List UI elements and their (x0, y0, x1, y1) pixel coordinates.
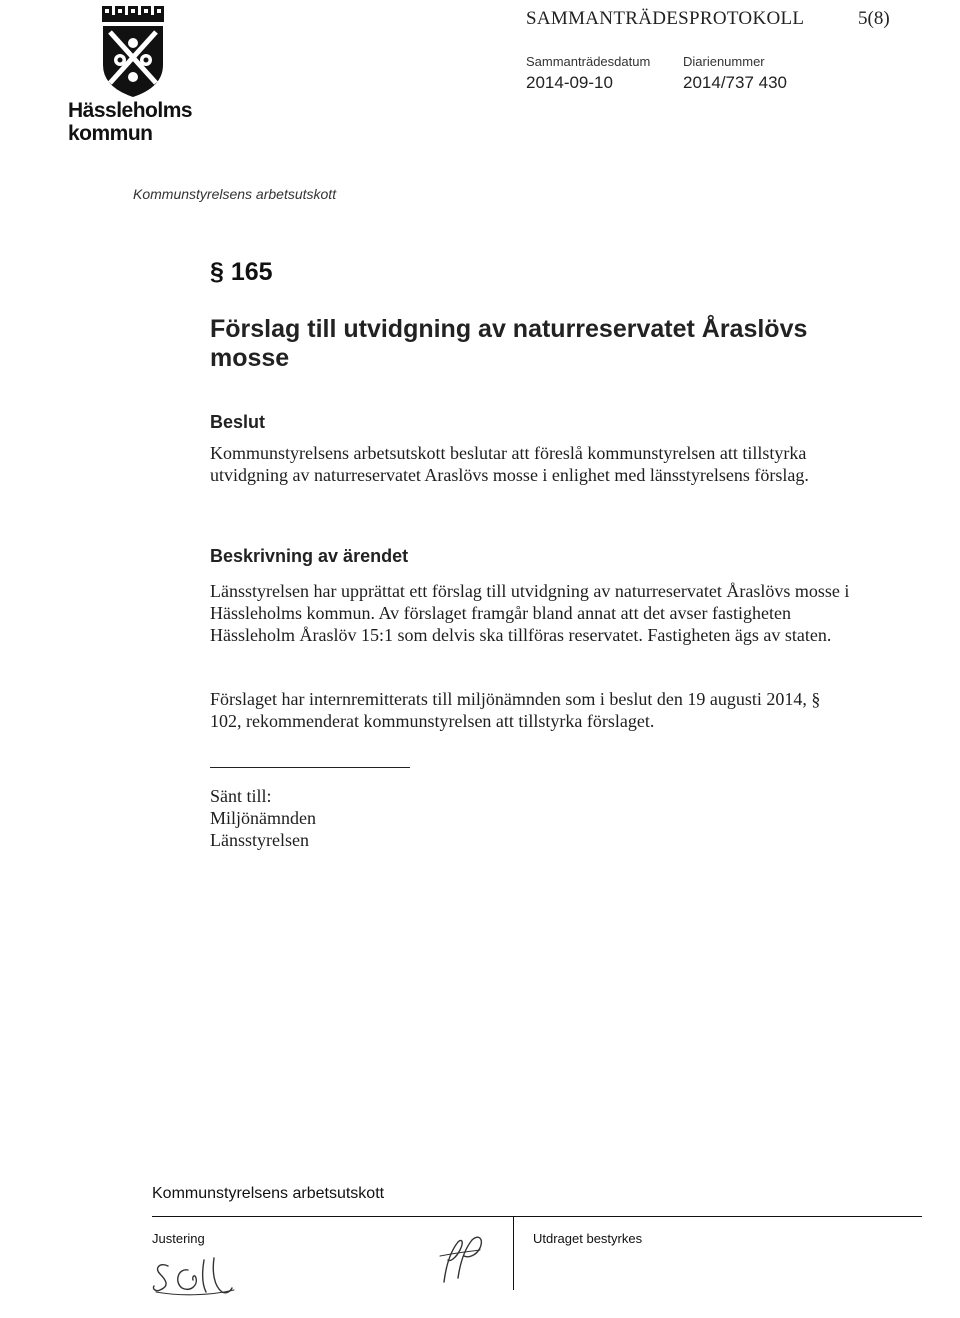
hassleholm-coat-of-arms-icon (100, 5, 166, 99)
handwritten-initials-icon (148, 1252, 238, 1298)
paragraph-number: § 165 (210, 258, 273, 286)
footer-divider (152, 1216, 922, 1217)
sent-to-recipient: Miljönämnden (210, 808, 316, 828)
divider (210, 767, 410, 768)
handwritten-signature-icon (430, 1226, 490, 1286)
footer-column-divider (513, 1216, 514, 1290)
page-title: Förslag till utvidgning av naturreservatet Åraslövs mosse (210, 315, 808, 372)
logo-text (68, 99, 192, 145)
section-heading-beslut: Beslut (210, 412, 266, 432)
footer-committee-name: Kommunstyrelsens arbetsutskott (152, 1185, 385, 1202)
page-number: 5(8) (858, 8, 890, 29)
meeting-date-label: Sammanträdesdatum (526, 54, 651, 69)
section-heading-beskrivning: Beskrivning av ärendet (210, 546, 409, 566)
registration-number-label: Diarienummer (683, 54, 765, 69)
registration-number-value: 2014/737 430 (683, 73, 787, 92)
justering-label: Justering (152, 1231, 205, 1246)
document-type: SAMMANTRÄDESPROTOKOLL (526, 8, 805, 29)
logo-text-line2: kommun (68, 122, 153, 145)
sent-to-recipient: Länsstyrelsen (210, 830, 309, 850)
section-text-beslut: Kommunstyrelsens arbetsutskott beslutar att föreslå kommunstyrelsen att tillstyrka utvidgning av naturreservatet Araslövs mosse i enlighet med länsstyrelsens förslag. (210, 443, 809, 485)
utdraget-bestyrkes-label: Utdraget bestyrkes (533, 1231, 643, 1246)
sent-to-label: Sänt till: (210, 786, 272, 806)
section-text-beskrivning: Länsstyrelsen har upprättat ett förslag till utvidgning av naturreservatet Åraslövs mosse i Hässleholms kommun. Av förslaget framgår bland annat att det avser fastigheten Hässleholm Åraslöv 15:1 som delvis ska tillföras reservatet. Fastigheten ägs av staten. (210, 581, 850, 645)
section-text-remiss: Förslaget har internremitterats till miljönämnden som i beslut den 19 augusti 2014, § 102, rekommenderat kommunstyrelsen att tillstyrka förslaget. (210, 689, 821, 731)
committee-name: Kommunstyrelsens arbetsutskott (133, 186, 337, 202)
logo-text-line1: Hässleholms (68, 99, 193, 122)
meeting-date-value: 2014-09-10 (526, 73, 613, 92)
